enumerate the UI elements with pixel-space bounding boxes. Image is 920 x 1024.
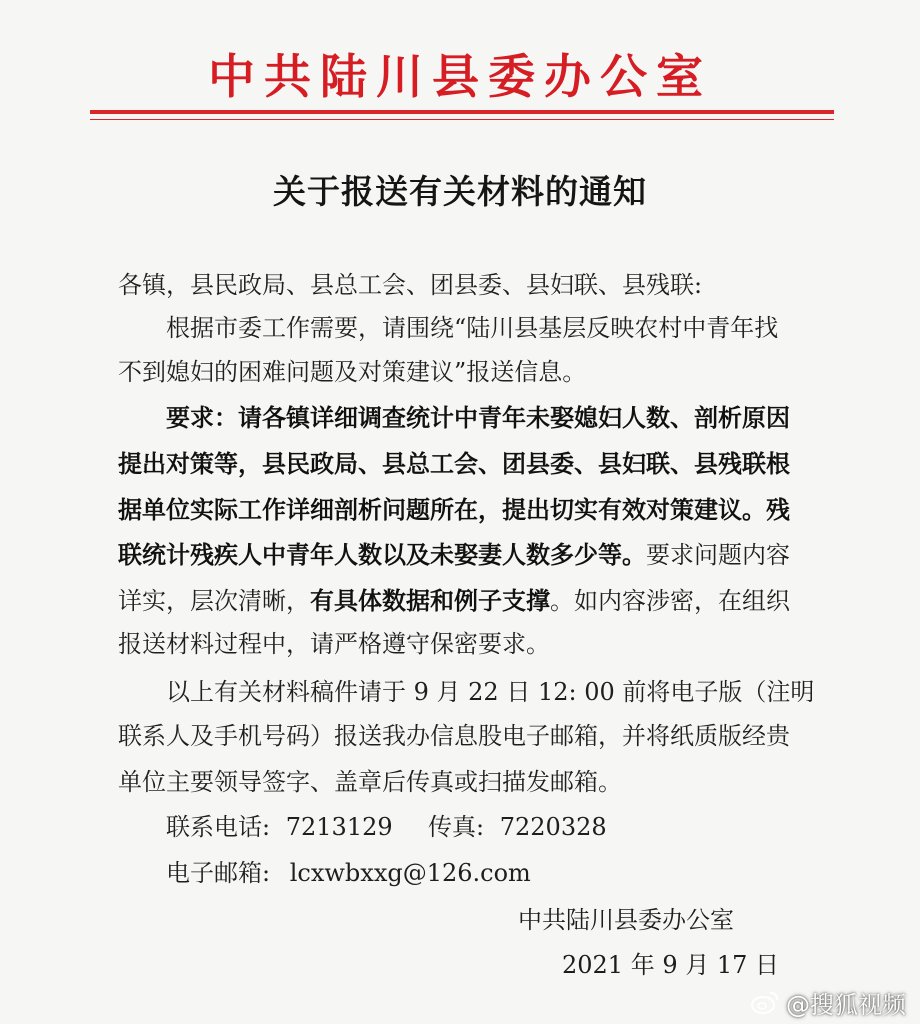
para2-line5-b: 。如内容涉密，在组织: [550, 587, 790, 615]
watermark-text: @搜狐视频: [786, 991, 906, 1019]
para1-line2: 不到媳妇的困难问题及对策建议”报送信息。: [118, 358, 587, 386]
weibo-icon: [750, 990, 780, 1016]
issuer-heading: 中共陆川县委办公室: [208, 50, 712, 105]
para2-line4-rest: 要求问题内容: [646, 541, 790, 569]
email-value: lcxwbxxg@126.com: [289, 859, 531, 887]
document-title: 关于报送有关材料的通知: [273, 172, 647, 211]
para1-line1: 根据市委工作需要，请围绕“陆川县基层反映农村中青年找: [166, 314, 779, 342]
fax-label: 传真:: [428, 813, 485, 841]
para2-line6: 报送材料过程中，请严格遵守保密要求。: [118, 630, 550, 658]
para3-line2: 联系人及手机号码）报送我办信息股电子邮箱，并将纸质版经贵: [118, 722, 790, 750]
email-label: 电子邮箱:: [166, 859, 271, 887]
signature-date: 2021 年 9 月 17 日: [562, 951, 780, 979]
para2-line4: [118, 540, 790, 570]
para2-line4-bold: 联统计残疾人中青年人数以及未娶妻人数多少等。: [118, 541, 646, 569]
contact-phone-row: [166, 812, 393, 842]
para2-line5-a: 详实，层次清晰，: [118, 587, 310, 615]
para3-line3: 单位主要领导签字、盖章后传真或扫描发邮箱。: [118, 768, 622, 796]
para3-line1: 以上有关材料稿件请于 9 月 22 日 12: 00 前将电子版（注明: [166, 678, 815, 706]
para2-line3: 据单位实际工作详细剖析问题所在，提出切实有效对策建议。残: [118, 496, 790, 524]
watermark: [750, 985, 906, 1020]
para2-line1: 要求：请各镇详细调查统计中青年未娶媳妇人数、剖析原因: [166, 404, 790, 432]
para2-line2: 提出对策等，县民政局、县总工会、团县委、县妇联、县残联根: [118, 450, 790, 478]
phone-label: 联系电话:: [166, 813, 271, 841]
fax-value: 7220328: [499, 813, 607, 841]
signature-org: 中共陆川县委办公室: [518, 906, 734, 934]
para2-line5: [118, 586, 790, 616]
red-header-rule-thin: [90, 119, 834, 120]
recipients-line: 各镇，县民政局、县总工会、团县委、县妇联、县残联:: [118, 271, 703, 299]
contact-email-row: [166, 858, 531, 888]
contact-fax-row: [428, 812, 607, 842]
phone-value: 7213129: [285, 813, 393, 841]
para2-line5-bold: 有具体数据和例子支撑: [310, 587, 550, 615]
red-header-rule-thick: [90, 110, 834, 114]
